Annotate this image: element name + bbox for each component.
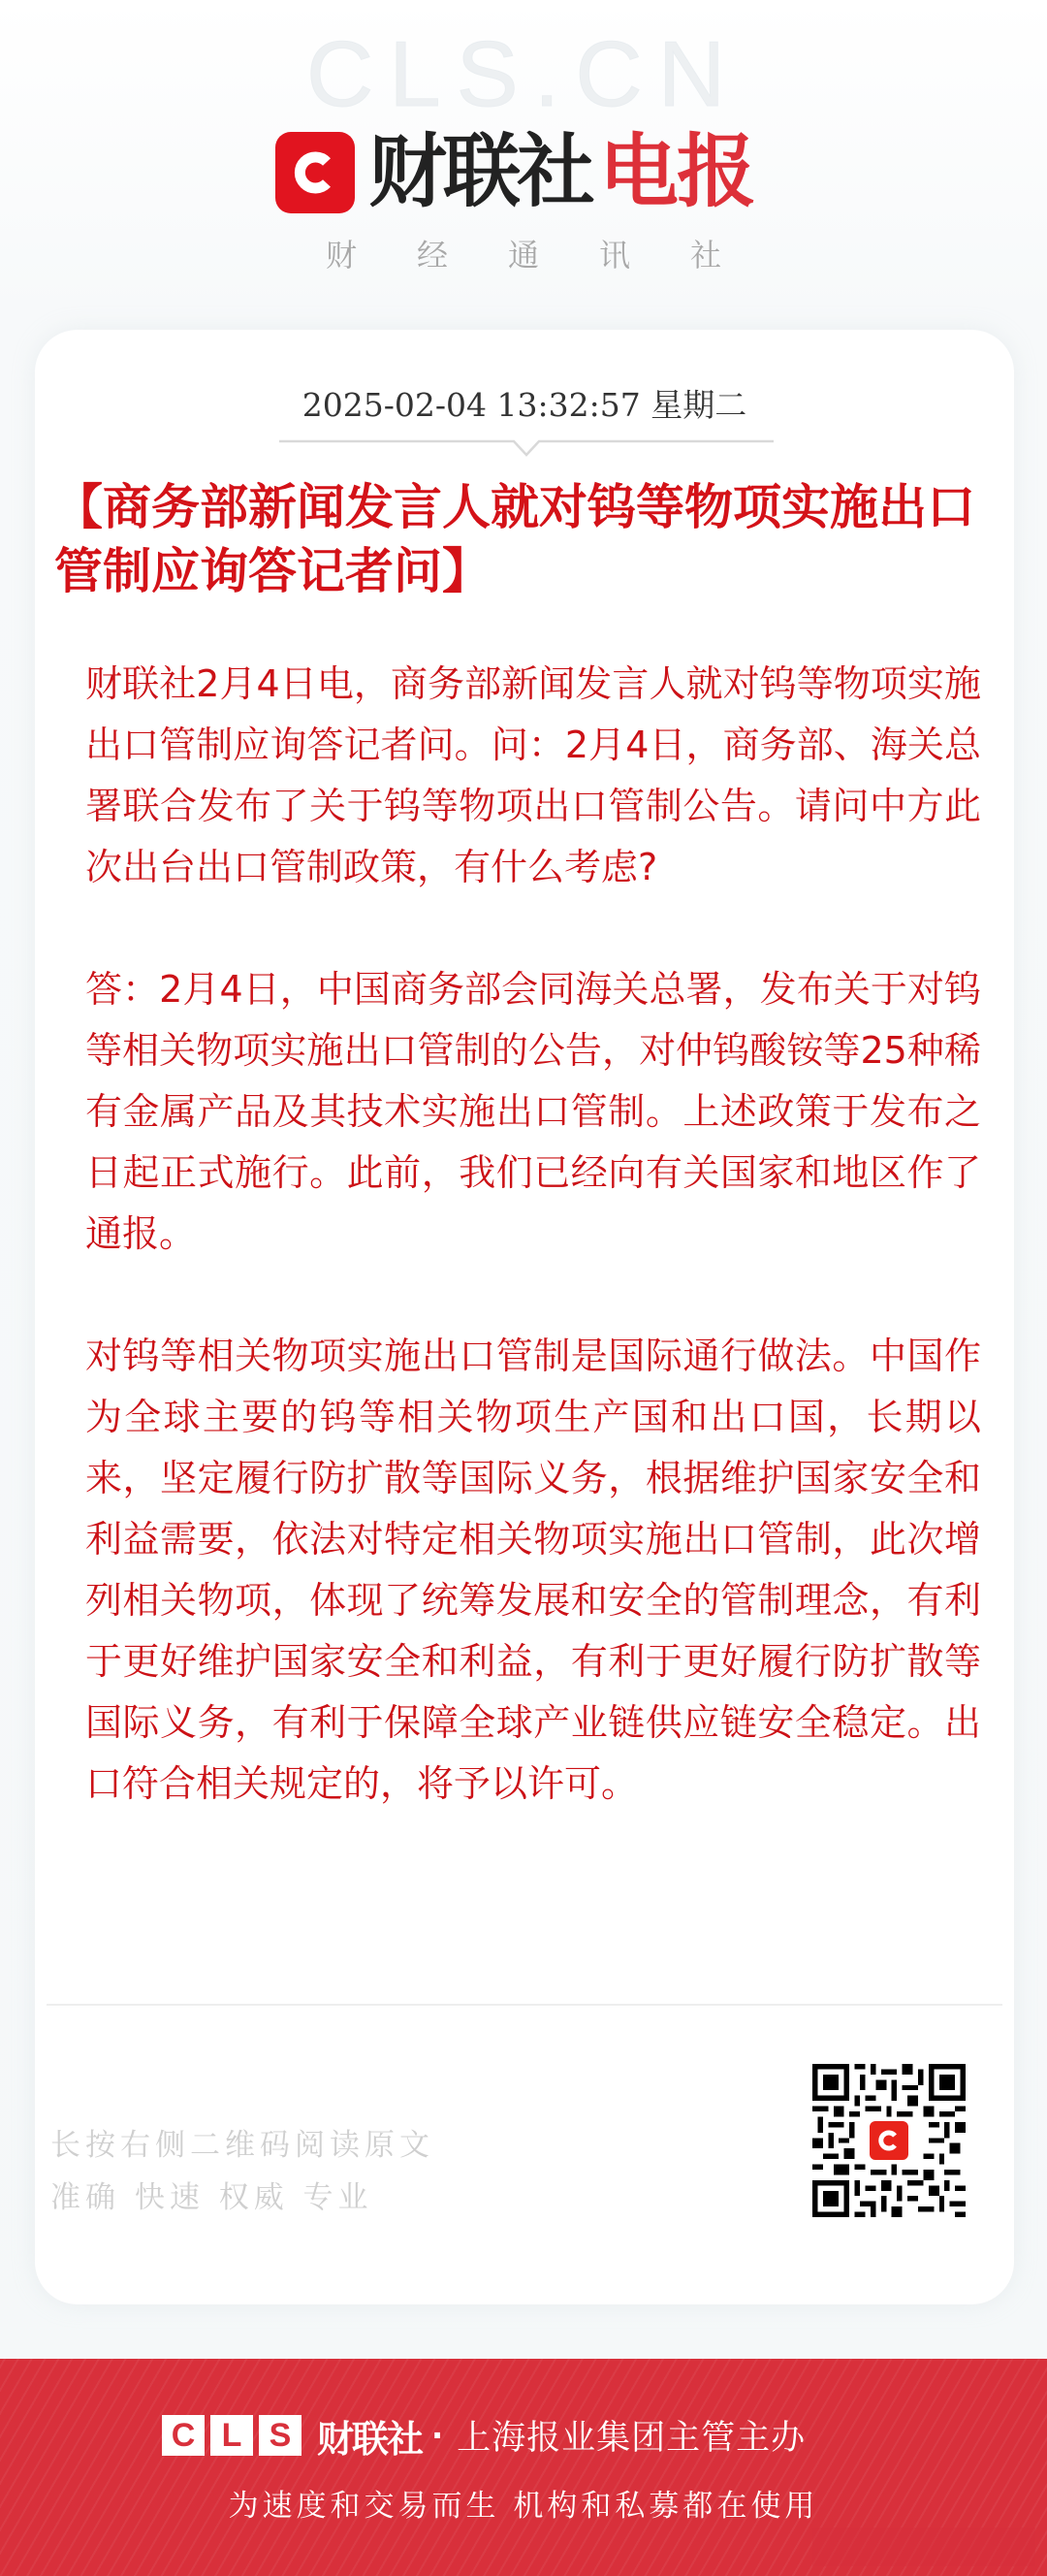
footer-brand-name: 财联社	[317, 2417, 423, 2461]
footer-separator-dot: ·	[431, 2417, 444, 2454]
article-headline: 【商务部新闻发言人就对钨等物项实施出口管制应询答记者问】	[54, 478, 975, 599]
brand-logo	[275, 126, 755, 218]
article-card	[35, 330, 1014, 2304]
corner-watermark	[812, 2528, 1035, 2566]
card-divider	[47, 2004, 1002, 2006]
watermark-cls-cn: CLS.CN	[305, 22, 742, 126]
article-paragraph-rationale: 对钨等相关物项实施出口管制是国际通行做法。中国作为全球主要的钨等相关物项生产国和出口国，长期以来，坚定履行防扩散等国际义务，根据维护国家安全和利益需要，依法对特定相关物项实施出口管制，此次增列相关物项，体现了统筹发展和安全的管制理念，有利于更好维护国家安全和利益，有利于更好履行防扩散等国际义务，有利于保障全球产业链供应链安全稳定。出口符合相关规定的，将予以许可。	[85, 1335, 981, 1805]
cls-letter-l: L	[210, 2415, 253, 2456]
article-paragraph-question: 财联社2月4日电，商务部新闻发言人就对钨等物项实施出口管制应询答记者问。问：2月4日，商务部、海关总署联合发布了关于钨等物项出口管制公告。请问中方此次出台出口管制政策，有什么考虑?	[85, 662, 981, 888]
footer-banner	[0, 2359, 1047, 2576]
qr-hint-instruction: 长按右侧二维码阅读原文	[50, 2128, 434, 2163]
footer-slogan: 为速度和交易而生 机构和私募都在使用	[228, 2489, 819, 2524]
qr-hint	[50, 2119, 434, 2224]
qr-hint-slogan: 准确 快速 权威 专业	[50, 2180, 373, 2215]
footer-organization: 上海报业集团主管主办	[457, 2419, 807, 2458]
footer-brand-line	[162, 2415, 807, 2461]
qr-code-icon[interactable]	[812, 2064, 966, 2217]
article-body	[85, 654, 981, 1815]
cls-letter-c: C	[162, 2415, 205, 2456]
cls-letter-s: S	[259, 2415, 301, 2456]
brand-subtitle: 财经通讯社	[325, 237, 781, 274]
cls-c-logo-icon	[275, 132, 355, 213]
brand-name: 财联社	[368, 126, 591, 218]
article-paragraph-answer: 答：2月4日，中国商务部会同海关总署，发布关于对钨等相关物项实施出口管制的公告，对仲钨酸铵等25种稀有金属产品及其技术实施出口管制。上述政策于发布之日起正式施行。此前，我们已经向有关国家和地区作了通报。	[85, 968, 981, 1255]
article-datetime: 2025-02-04 13:32:57 星期二	[301, 386, 747, 424]
datetime-divider	[279, 438, 774, 467]
qr-brand-logo-icon	[868, 2119, 910, 2162]
brand-tag: 电报	[599, 126, 755, 218]
